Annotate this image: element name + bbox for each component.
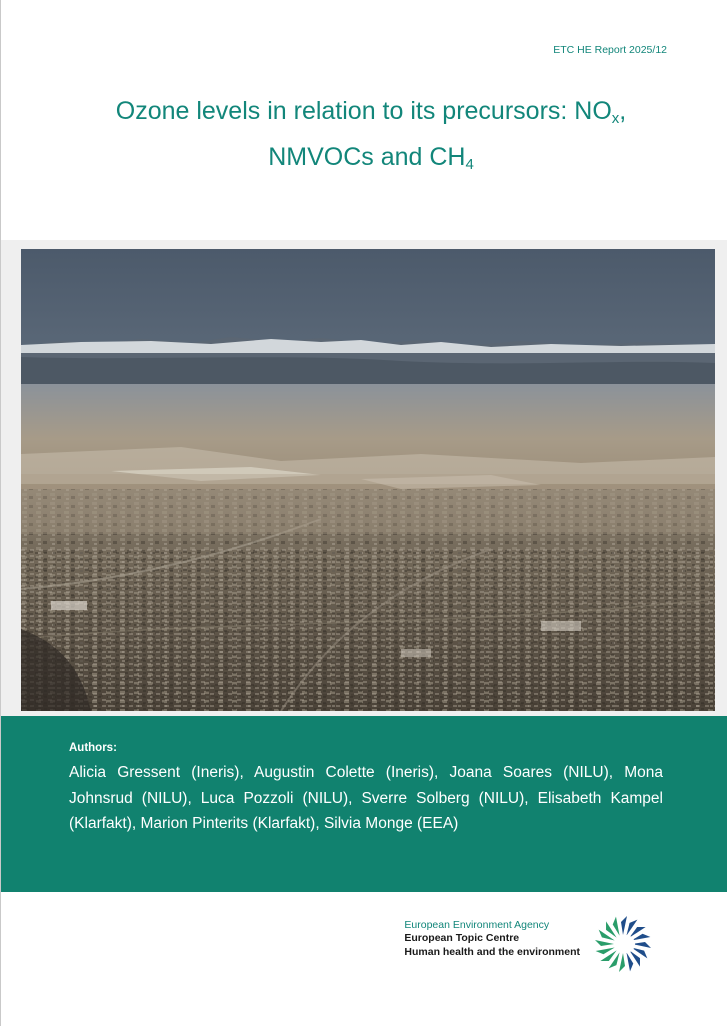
eea-logo-icon <box>591 912 655 976</box>
title-line-2-subscript: 4 <box>465 156 474 173</box>
title-line-1 <box>71 88 671 134</box>
report-title <box>71 88 671 180</box>
title-line-2-text: NMVOCs and CH <box>268 143 466 171</box>
title-line-2 <box>71 134 671 180</box>
title-line-1-subscript: x <box>611 110 620 127</box>
report-id: ETC HE Report 2025/12 <box>553 44 667 56</box>
cover-photo <box>21 249 715 711</box>
footer <box>1 912 727 992</box>
logo-petal <box>609 951 622 971</box>
logo-petal <box>625 917 638 937</box>
logo-petal <box>619 953 625 972</box>
title-line-1-suffix: , <box>619 97 627 125</box>
etc-name: European Topic Centre <box>404 932 520 944</box>
authors-label: Authors: <box>69 742 117 754</box>
logo-petal <box>595 940 614 946</box>
title-line-1-text: Ozone levels in relation to its precursors: NO <box>115 97 612 125</box>
etc-subtitle: Human health and the environment <box>404 946 580 958</box>
logo-petal <box>596 930 616 943</box>
authors-band <box>1 716 727 892</box>
agency-name: European Environment Agency <box>404 919 550 931</box>
agency-block <box>404 919 580 959</box>
eea-logo-icon-svg <box>591 912 655 976</box>
cover-photo-illustration <box>21 249 715 711</box>
authors-list: Alicia Gressent (Ineris), Augustin Colette (Ineris), Joana Soares (NILU), Mona Johnsrud (NILU), Luca Pozzoli (NILU), Sverre Solberg (NILU), Elisabeth Kampel (Klarfakt), Marion Pinterits (Klarfakt), Silvia Monge (EEA) <box>69 764 663 832</box>
logo-petal <box>621 916 627 935</box>
